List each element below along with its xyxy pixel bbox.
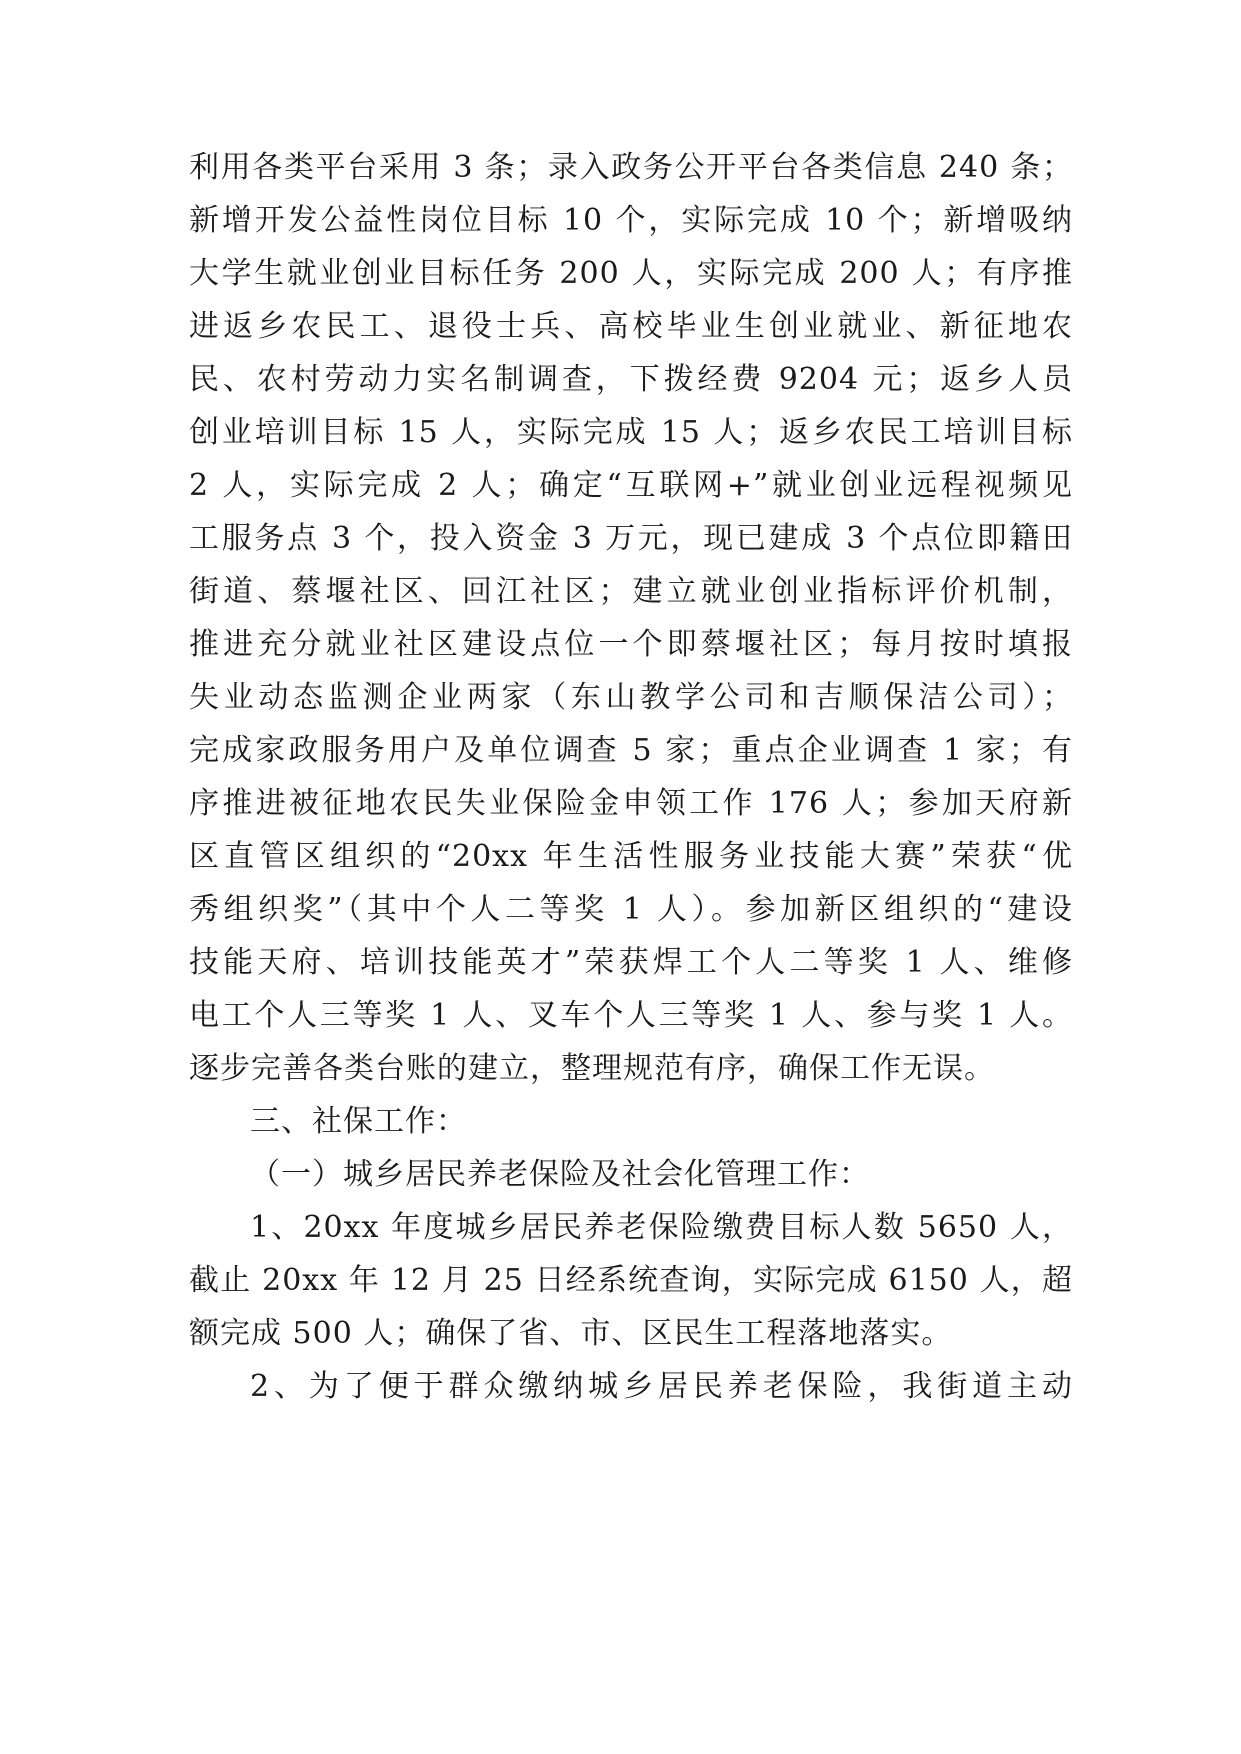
text-line: 创业培训目标 15 人，实际完成 15 人；返乡农民工培训目标 xyxy=(189,415,1073,450)
text-line: 推进充分就业社区建设点位一个即蔡堰社区；每月按时填报 xyxy=(189,627,1073,662)
text-line: 秀组织奖”（其中个人二等奖 1 人）。参加新区组织的“建设 xyxy=(189,892,1073,927)
text-line: 新增开发公益性岗位目标 10 个，实际完成 10 个；新增吸纳 xyxy=(189,203,1073,238)
text-line: 区直管区组织的“20xx 年生活性服务业技能大赛”荣获“优 xyxy=(189,839,1073,874)
text-line: 截止 20xx 年 12 月 25 日经系统查询，实际完成 6150 人，超 xyxy=(189,1263,1073,1298)
text-line: 利用各类平台采用 3 条；录入政务公开平台各类信息 240 条； xyxy=(189,150,1073,185)
text-line: 进返乡农民工、退役士兵、高校毕业生创业就业、新征地农 xyxy=(189,309,1073,344)
text-line: 2 人，实际完成 2 人；确定“互联网+”就业创业远程视频见 xyxy=(189,468,1073,503)
text-line: 大学生就业创业目标任务 200 人，实际完成 200 人；有序推 xyxy=(189,256,1073,291)
text-line: 失业动态监测企业两家（东山教学公司和吉顺保洁公司）； xyxy=(189,680,1073,715)
text-line: 完成家政服务用户及单位调查 5 家；重点企业调查 1 家；有 xyxy=(189,733,1073,768)
text-line: 电工个人三等奖 1 人、叉车个人三等奖 1 人、参与奖 1 人。 xyxy=(189,998,1073,1033)
text-line: 民、农村劳动力实名制调查，下拨经费 9204 元；返乡人员 xyxy=(189,362,1073,397)
text-line: 2、为了便于群众缴纳城乡居民养老保险，我街道主动 xyxy=(250,1369,1073,1404)
text-line: 逐步完善各类台账的建立，整理规范有序，确保工作无误。 xyxy=(189,1051,995,1086)
text-line: 技能天府、培训技能英才”荣获焊工个人二等奖 1 人、维修 xyxy=(189,945,1073,980)
text-line: 额完成 500 人；确保了省、市、区民生工程落地落实。 xyxy=(189,1316,953,1351)
subsection-heading: （一）城乡居民养老保险及社会化管理工作： xyxy=(250,1157,870,1192)
text-line: 工服务点 3 个，投入资金 3 万元，现已建成 3 个点位即籍田 xyxy=(189,521,1073,556)
section-heading: 三、社保工作： xyxy=(250,1104,467,1139)
text-line: 序推进被征地农民失业保险金申领工作 176 人；参加天府新 xyxy=(189,786,1073,821)
text-line: 1、20xx 年度城乡居民养老保险缴费目标人数 5650 人， xyxy=(250,1210,1073,1245)
text-line: 街道、蔡堰社区、回江社区；建立就业创业指标评价机制， xyxy=(189,574,1073,609)
